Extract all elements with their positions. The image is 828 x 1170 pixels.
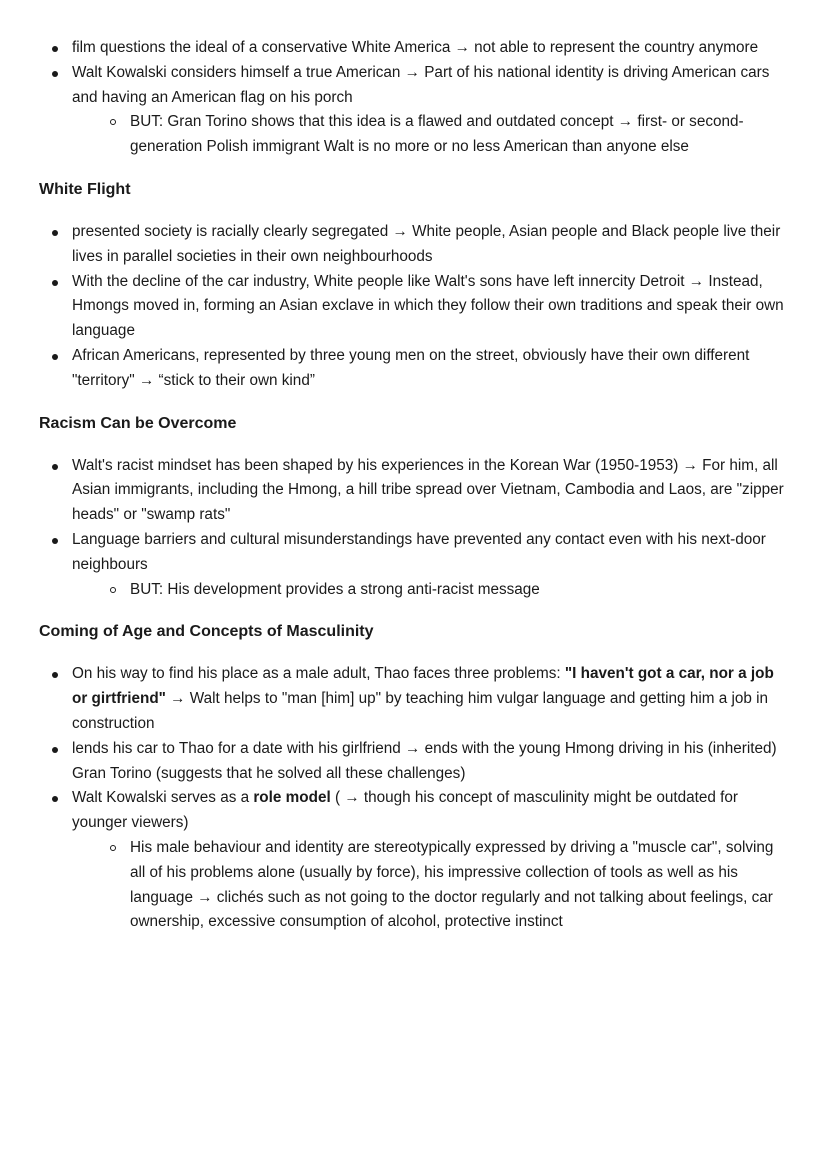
sub-list	[72, 836, 790, 935]
list-item-text: presented society is racially clearly segregated → White people, Asian people and Black people live their lives in parallel societies in their own neighbourhoods	[72, 222, 781, 265]
list-item	[39, 61, 790, 160]
list-item	[39, 737, 790, 787]
white-flight-list	[39, 220, 790, 394]
section-heading-white-flight: White Flight	[39, 180, 131, 198]
list-item-text: With the decline of the car industry, White people like Walt's sons have left innercity Detroit → Instead, Hmongs moved in, forming an Asian exclave in which they follow their own traditions and speak their own language	[72, 272, 784, 340]
sub-list-item	[72, 836, 790, 935]
list-item	[39, 454, 790, 528]
list-item-text: Language barriers and cultural misunderstandings have prevented any contact even with his next-door neighbours	[72, 530, 766, 573]
role-model-bold: role model	[253, 789, 331, 807]
list-item-text-post: → Walt helps to "man [him] up" by teaching him vulgar language and getting him a job in construction	[72, 690, 769, 732]
list-item-text-pre: Walt Kowalski serves as a	[72, 789, 254, 807]
list-item-text: lends his car to Thao for a date with his girlfriend → ends with the young Hmong driving in his (inherited) Gran Torino (suggests that he solved all these challenges)	[72, 739, 777, 782]
sub-list	[72, 110, 790, 160]
sub-list	[72, 578, 790, 603]
list-item	[39, 36, 790, 61]
list-item-text-post: ( → though his concept of masculinity might be outdated for younger viewers)	[72, 789, 739, 832]
sub-list-item	[72, 578, 790, 603]
list-item	[39, 528, 790, 602]
list-item	[39, 344, 790, 394]
list-item-text: Walt's racist mindset has been shaped by his experiences in the Korean War (1950-1953) → For him, all Asian immigrants, including the Hmong, a hill tribe spread over Vietnam, Cambodia and Laos, are "zipper heads" or "swamp rats"	[72, 456, 784, 524]
list-item-text: film questions the ideal of a conservative White America → not able to represent the country anymore	[72, 39, 759, 56]
list-item	[39, 662, 790, 736]
list-item-text: African Americans, represented by three young men on the street, obviously have their own different "territory" → “stick to their own kind”	[72, 346, 750, 389]
sub-list-item-text: BUT: His development provides a strong anti-racist message	[130, 580, 540, 598]
list-item	[39, 270, 790, 344]
section-heading-racism: Racism Can be Overcome	[39, 414, 237, 432]
sub-list-item-text: BUT: Gran Torino shows that this idea is a flawed and outdated concept → first- or second-generation Polish immigrant Walt is no more or no less American than anyone else	[130, 113, 744, 156]
intro-list	[39, 36, 790, 160]
sub-list-item	[72, 110, 790, 160]
list-item-text: Walt Kowalski considers himself a true American → Part of his national identity is driving American cars and having an American flag on his porch	[72, 63, 770, 106]
sub-list-item-text: His male behaviour and identity are stereotypically expressed by driving a "muscle car", solving all of his problems alone (usually by force), his impressive collection of tools as well as his language → clichés such as not going to the doctor regularly and not talking about feelings, car ownership, excessive consumption of alcohol, protective instinct	[130, 838, 774, 931]
list-item	[39, 786, 790, 935]
list-item	[39, 220, 790, 270]
quote-bold: "I haven't got a car, nor a job or girtfriend"	[72, 665, 774, 708]
coming-of-age-list	[39, 662, 790, 935]
list-item-text-pre: On his way to find his place as a male adult, Thao faces three problems:	[72, 665, 565, 683]
racism-list	[39, 454, 790, 603]
section-heading-coming-of-age: Coming of Age and Concepts of Masculinity	[39, 623, 374, 641]
